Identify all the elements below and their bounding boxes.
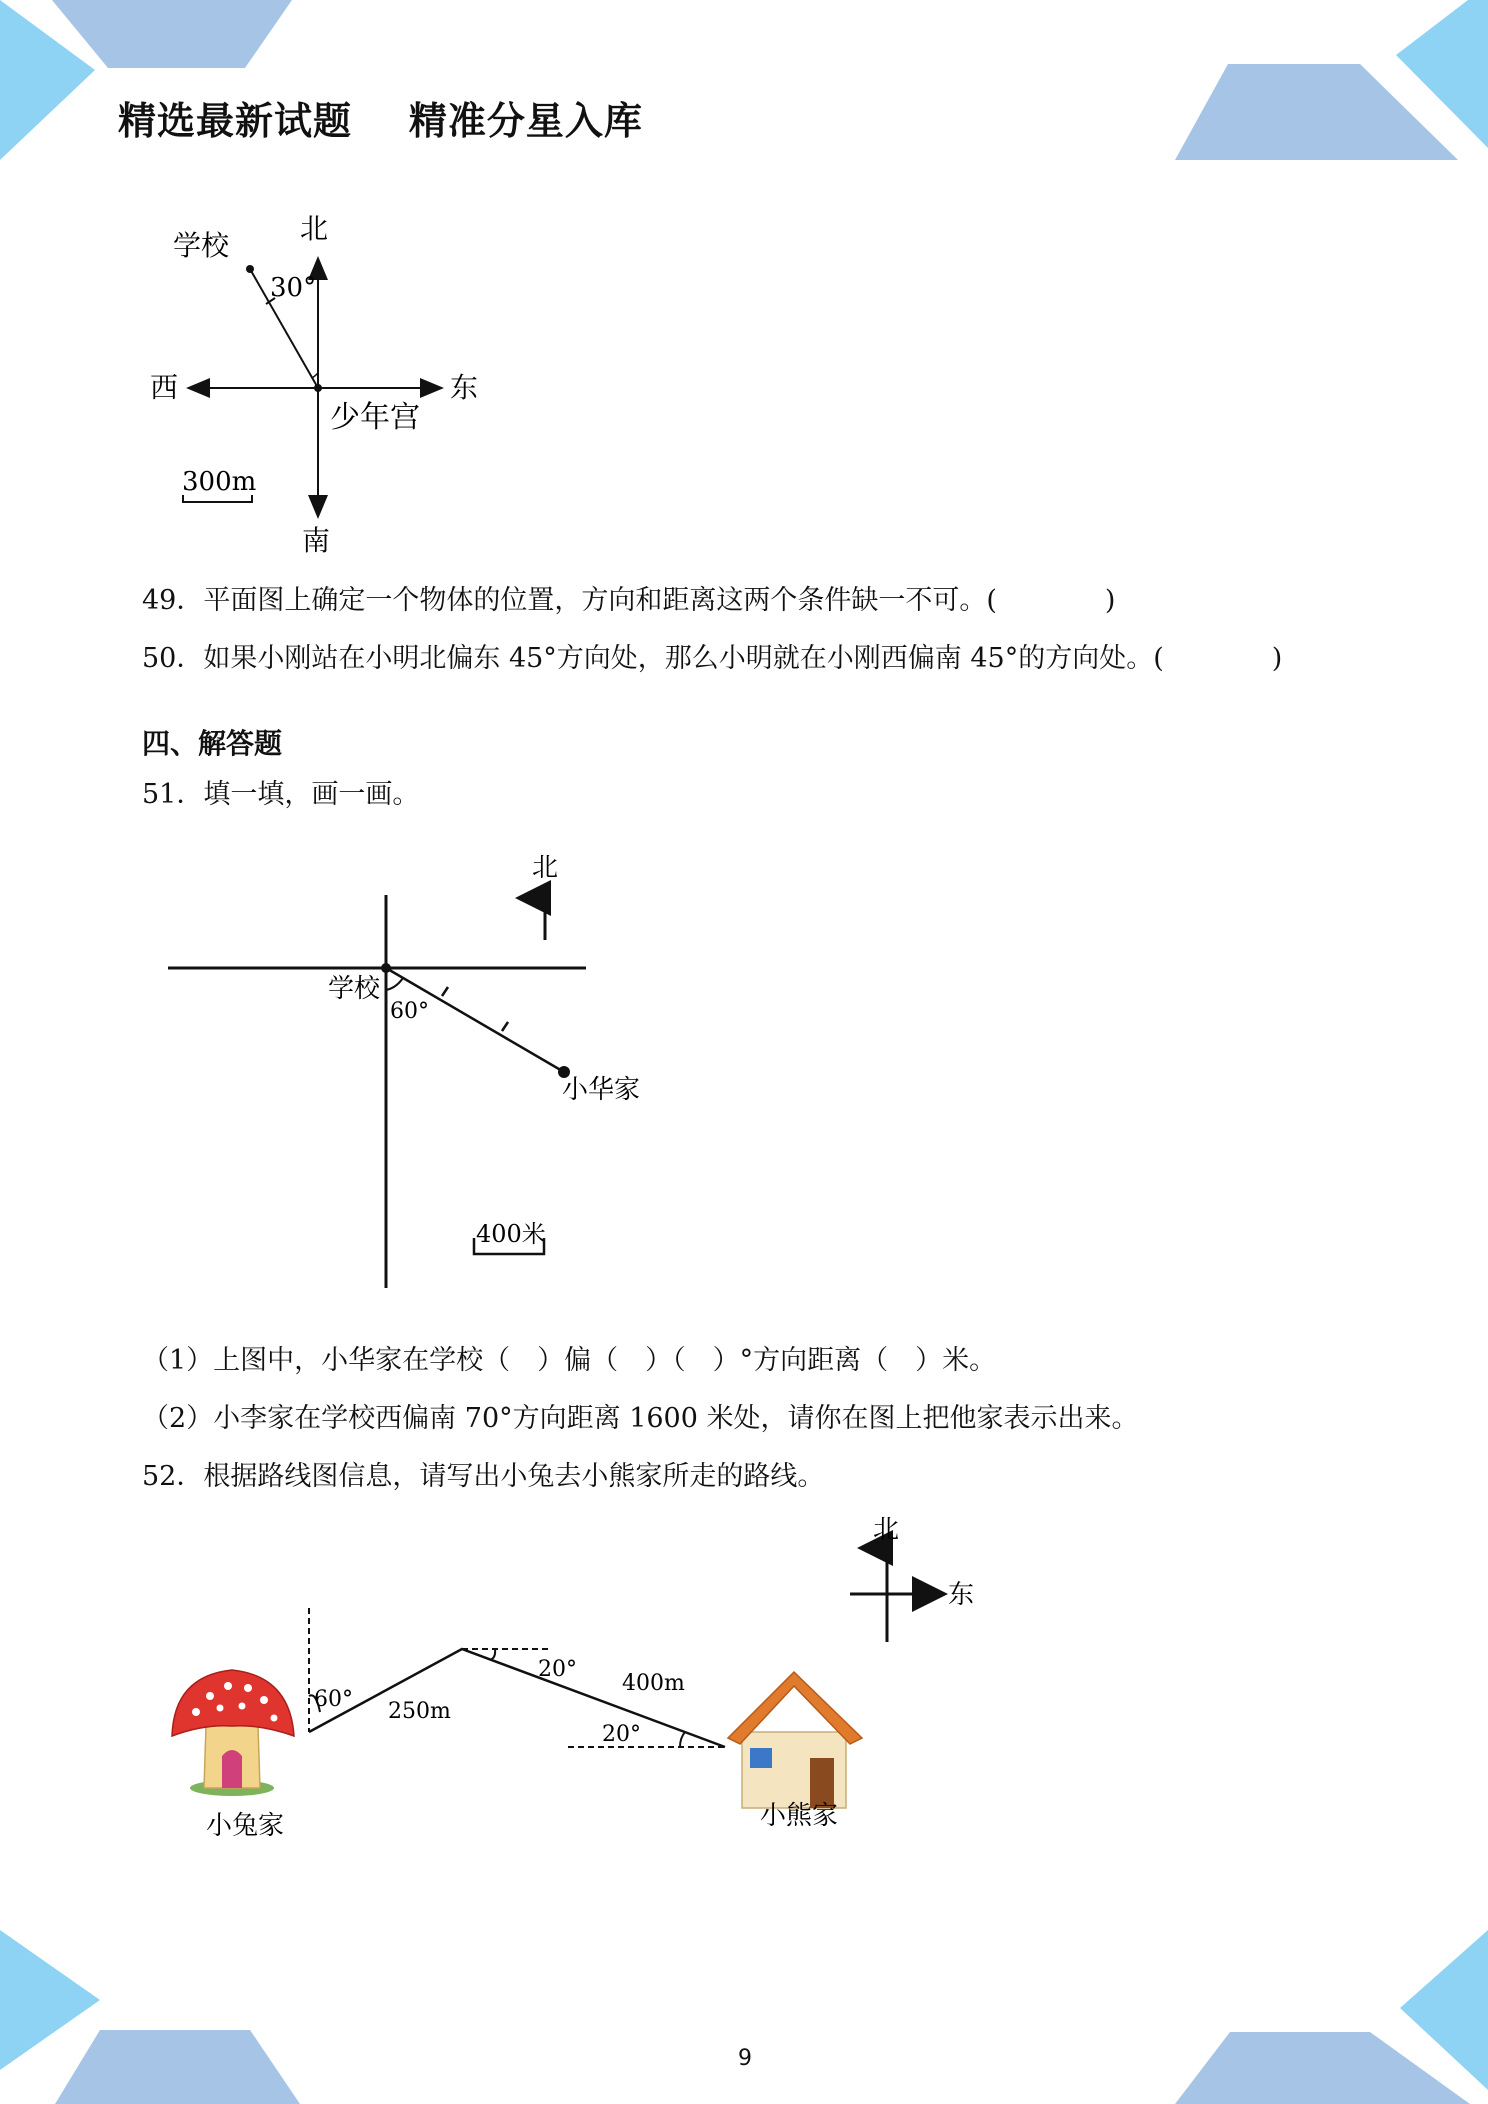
angle-arc-3 [680, 1732, 685, 1747]
youth-palace-label: 少年宫 [330, 400, 420, 435]
rabbit-home-label: 小兔家 [206, 1811, 285, 1841]
angle-label-2: 20° [538, 1657, 577, 1682]
angle-arc [386, 978, 403, 990]
page-number: 9 [738, 2046, 752, 2071]
angle-arc-2 [490, 1649, 495, 1660]
distance-label-2: 400m [622, 1671, 685, 1696]
question-51-part-1: （1）上图中，小华家在学校（ ）偏（ ）（ ）°方向距离（ ）米。 [142, 1345, 997, 1376]
tick-mark-2 [502, 1022, 508, 1031]
tick-mark-1 [442, 987, 448, 996]
north-label: 北 [300, 212, 329, 245]
scale-label: 300m [182, 467, 257, 497]
route-path [309, 1649, 725, 1747]
school-label: 学校 [328, 974, 381, 1004]
corner-decoration-bottom-left [0, 1930, 310, 2104]
question-51-title: 51．填一填，画一画。 [142, 779, 420, 810]
south-label: 南 [302, 524, 331, 557]
question-52-title: 52．根据路线图信息，请写出小兔去小熊家所走的路线。 [142, 1461, 825, 1492]
school-point [381, 963, 391, 973]
corner-decoration-bottom-right [1170, 1930, 1488, 2104]
section-heading-answer-questions: 四、解答题 [142, 727, 283, 760]
distance-label-1: 250m [388, 1699, 451, 1724]
youth-palace-point [314, 384, 322, 392]
school-label: 学校 [173, 229, 230, 262]
figure-youth-palace-direction-diagram [140, 210, 500, 570]
corner-decoration-top-right [1170, 0, 1488, 170]
compass-north-label: 北 [873, 1515, 900, 1545]
angle-label: 60° [390, 999, 429, 1024]
question-50: 50．如果小刚站在小明北偏东 45°方向处，那么小明就在小刚西偏南 45°的方向处。( ) [142, 643, 1283, 674]
north-label: 北 [532, 853, 559, 883]
mushroom-house-icon [172, 1670, 294, 1796]
figure-route-rabbit-to-bear [160, 1500, 1000, 1860]
question-51-part-2: （2）小李家在学校西偏南 70°方向距离 1600 米处，请你在图上把他家表示出来。 [142, 1403, 1139, 1434]
east-label: 东 [450, 371, 479, 404]
west-label: 西 [150, 371, 179, 404]
figure-xiaohua-home-diagram [160, 840, 680, 1300]
scale-label: 400米 [476, 1220, 546, 1248]
bear-house-icon [728, 1672, 862, 1808]
angle-label-3: 20° [602, 1722, 641, 1747]
bear-home-label: 小熊家 [760, 1801, 839, 1831]
page-header-title: 精选最新试题 精准分星入库 [118, 99, 643, 143]
school-point [246, 265, 254, 273]
compass-east-label: 东 [948, 1580, 975, 1610]
angle-label: 30° [270, 273, 317, 303]
question-49: 49．平面图上确定一个物体的位置，方向和距离这两个条件缺一不可。( ) [142, 585, 1116, 616]
angle-label-1: 60° [314, 1687, 353, 1712]
xiaohua-home-label: 小华家 [562, 1075, 641, 1105]
